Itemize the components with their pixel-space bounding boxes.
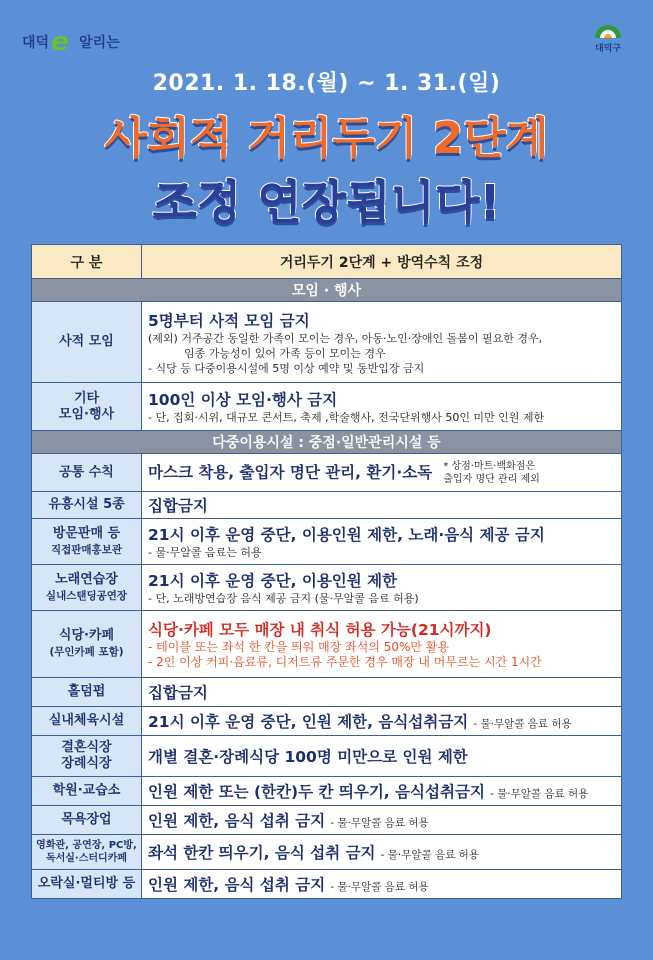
row-category-line: 영화관, 공연장, PC방,	[36, 840, 137, 851]
row-category-line: (무인카페 포함)	[49, 646, 124, 658]
table-row	[32, 492, 622, 519]
row-content	[142, 611, 622, 678]
table-row	[32, 611, 622, 678]
row-content	[142, 383, 622, 431]
logo-e-mark: e	[51, 27, 69, 57]
row-content	[142, 492, 622, 519]
row-content	[142, 565, 622, 611]
row-main-text: 좌석 한칸 띄우기, 음식 섭취 금지	[148, 844, 376, 862]
table-row	[32, 870, 622, 899]
row-note: - 물·무알콜 음료 허용	[330, 881, 429, 893]
row-category-line: 방문판매 등	[52, 525, 121, 541]
title-line-2: 조정 연장됩니다!	[152, 175, 501, 229]
row-category: 유흥시설 5종	[32, 492, 142, 519]
row-category: 홀덤펍	[32, 678, 142, 707]
row-main-text: 5명부터 사적 모임 금지	[148, 311, 310, 330]
table-row	[32, 383, 622, 431]
row-category-line: 결혼식장	[61, 740, 112, 755]
header-measures: 거리두기 2단계 + 방역수칙 조정	[142, 245, 622, 279]
table-row	[32, 736, 622, 777]
row-main-text: 인원 제한 또는 (한칸)두 칸 띄우기, 음식섭취금지	[148, 783, 485, 801]
header-category: 구 분	[32, 245, 142, 279]
aside-line: * 상점·마트·백화점은	[443, 460, 536, 472]
row-category: 학원·교습소	[32, 777, 142, 806]
table-row	[32, 519, 622, 565]
row-sub-text: - 단, 집회·시위, 대규모 콘서트, 축제 ,학술행사, 전국단위행사 50인 미만 인원 제한	[148, 411, 545, 424]
measures-table	[31, 244, 622, 899]
row-category-line: 기타	[73, 390, 100, 406]
row-category-line: 독서실·스터디카페	[45, 853, 128, 864]
section-row	[32, 431, 622, 454]
row-category-line: 장례식장	[61, 756, 112, 771]
row-category-line: 직접판매홍보관	[50, 543, 122, 556]
row-sub-text: - 테이블 또는 좌석 한 칸을 띄워 매장 좌석의 50%만 활용	[148, 640, 449, 654]
row-category: 오락실·멀티방 등	[32, 870, 142, 899]
table-row	[32, 302, 622, 383]
row-sub-text: - 물·무알콜 음료는 허용	[148, 546, 262, 559]
emblem-icon	[593, 18, 623, 40]
row-sub-text: 임종 가능성이 있어 가족 등이 모이는 경우	[184, 346, 386, 360]
row-category: 공통 수칙	[32, 454, 142, 492]
row-main-text: 100인 이상 모임·행사 금지	[148, 391, 338, 409]
row-category	[32, 565, 142, 611]
row-category	[32, 611, 142, 678]
row-note: - 물·무알콜 음료 허용	[380, 849, 479, 861]
row-content	[142, 678, 622, 707]
section-facilities: 다중이용시설 : 중점·일반관리시설 등	[32, 431, 622, 454]
row-category-line: 노래연습장	[55, 571, 118, 587]
table-row	[32, 806, 622, 835]
row-category	[32, 835, 142, 870]
row-category: 목욕장업	[32, 806, 142, 835]
section-row	[32, 279, 622, 302]
row-note: - 물·무알콜 음료 허용	[473, 718, 572, 730]
row-category	[32, 519, 142, 565]
row-category: 실내체육시설	[32, 707, 142, 736]
row-main-text: 마스크 착용, 출입자 명단 관리, 환기·소독	[148, 463, 433, 481]
emblem-label: 대덕구	[594, 44, 622, 54]
daedeok-e-logo	[22, 26, 120, 58]
row-content	[142, 736, 622, 777]
table-row	[32, 565, 622, 611]
row-note: - 물·무알콜 음료 허용	[490, 788, 589, 800]
row-main-text: 21시 이후 운영 중단, 인원 제한, 음식섭취금지	[148, 713, 469, 731]
row-content	[142, 806, 622, 835]
table-row	[32, 707, 622, 736]
row-content	[142, 302, 622, 383]
row-note: - 물·무알콜 음료 허용	[330, 817, 429, 829]
row-sub-text: (제외) 거주공간 동일한 가족이 모이는 경우, 아동·노인·장애인 돌봄이 필요한 경우,	[148, 331, 543, 345]
row-content	[142, 870, 622, 899]
row-main-text: 개별 결혼·장례식당 100명 미만으로 인원 제한	[148, 748, 468, 766]
row-main-text: 인원 제한, 음식 섭취 금지	[148, 812, 326, 830]
row-category	[32, 736, 142, 777]
row-content	[142, 707, 622, 736]
daedeok-gu-emblem	[585, 18, 631, 56]
row-main-text: 집합금지	[148, 497, 208, 515]
row-category-line: 모임·행사	[58, 406, 115, 422]
table-row	[32, 454, 622, 492]
row-content	[142, 519, 622, 565]
row-sub-text: - 단, 노래방연습장 음식 제공 금지 (물·무알콜 음료 허용)	[148, 592, 419, 605]
row-sub-text: - 2인 이상 커피·음료류, 디저트류 주문한 경우 매장 내 머무르는 시간 1시간	[148, 655, 542, 669]
row-main-text: 집합금지	[148, 684, 208, 702]
row-aside-note	[443, 460, 539, 486]
table-row	[32, 777, 622, 806]
row-sub-text: - 식당 등 다중이용시설에 5명 이상 예약 및 동반입장 금지	[148, 361, 425, 375]
row-main-text: 인원 제한, 음식 섭취 금지	[148, 876, 326, 894]
row-category: 사적 모임	[32, 302, 142, 383]
table-header-row	[32, 245, 622, 279]
row-content	[142, 777, 622, 806]
row-content	[142, 454, 622, 492]
logo-text-daedeok: 대덕	[22, 35, 50, 51]
row-main-text: 식당·카페 모두 매장 내 취식 허용 가능(21시까지)	[148, 621, 492, 639]
period-date: 2021. 1. 18.(월) ~ 1. 31.(일)	[152, 71, 501, 96]
aside-line: 출입자 명단 관리 제외	[443, 473, 540, 485]
logo-text-alrineun: 알리는	[79, 35, 120, 51]
row-main-text: 21시 이후 운영 중단, 이용인원 제한	[148, 572, 398, 590]
row-content	[142, 835, 622, 870]
section-gatherings: 모임 · 행사	[32, 279, 622, 302]
title-line-1: 사회적 거리두기 2단계	[104, 113, 549, 164]
row-main-text: 21시 이후 운영 중단, 이용인원 제한, 노래·음식 제공 금지	[148, 526, 545, 544]
row-category-line: 실내스탠딩공연장	[45, 589, 128, 602]
table-row	[32, 678, 622, 707]
row-category-line: 식당·카페	[58, 628, 115, 643]
row-category	[32, 383, 142, 431]
table-row	[32, 835, 622, 870]
